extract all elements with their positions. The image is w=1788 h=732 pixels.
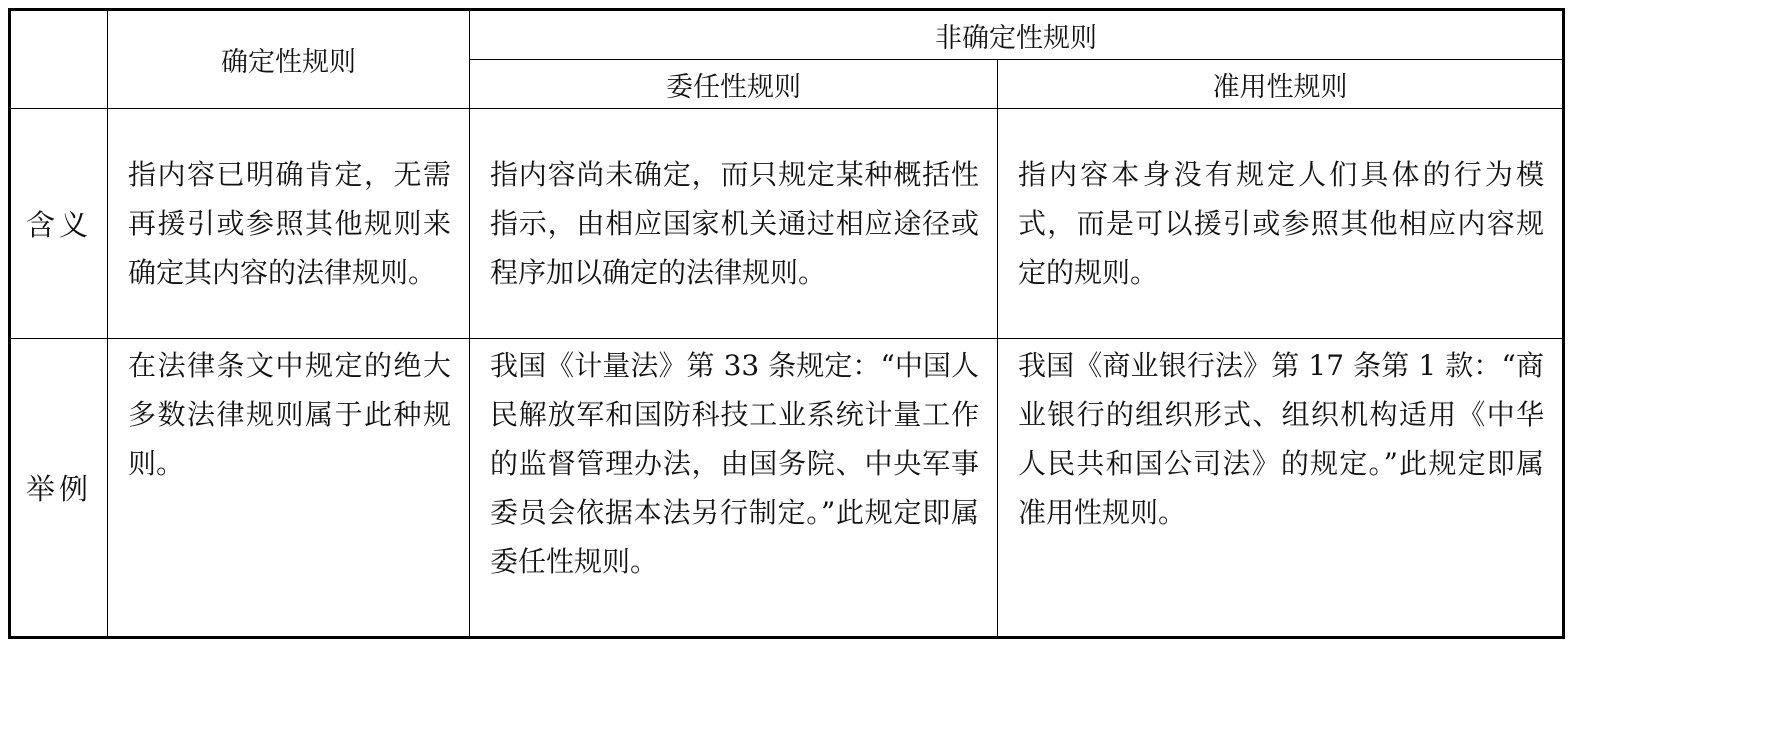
row-label-example: 举例 <box>10 339 108 638</box>
header-quasi-rules: 准用性规则 <box>998 60 1564 109</box>
example-determinate: 在法律条文中规定的绝大多数法律规则属于此种规则。 <box>108 339 470 638</box>
corner-cell <box>10 10 108 109</box>
header-row-1 <box>10 10 1564 60</box>
example-delegated: 我国《计量法》第 33 条规定：“中国人民解放军和国防科技工业系统计量工作的监督管理办法，由国务院、中央军事委员会依据本法另行制定。”此规定即属委任性规则。 <box>470 339 998 638</box>
row-label-meaning: 含义 <box>10 109 108 339</box>
meaning-determinate: 指内容已明确肯定，无需再援引或参照其他规则来确定其内容的法律规则。 <box>108 109 470 339</box>
table-row <box>10 339 1564 638</box>
meaning-delegated: 指内容尚未确定，而只规定某种概括性指示，由相应国家机关通过相应途径或程序加以确定的法律规则。 <box>470 109 998 339</box>
table-row <box>10 109 1564 339</box>
example-quasi: 我国《商业银行法》第 17 条第 1 款：“商业银行的组织形式、组织机构适用《中华人民共和国公司法》的规定。”此规定即属准用性规则。 <box>998 339 1564 638</box>
header-delegated-rules: 委任性规则 <box>470 60 998 109</box>
header-determinate-rules: 确定性规则 <box>108 10 470 109</box>
meaning-quasi: 指内容本身没有规定人们具体的行为模式，而是可以援引或参照其他相应内容规定的规则。 <box>998 109 1564 339</box>
header-indeterminate-rules: 非确定性规则 <box>470 10 1564 60</box>
rules-comparison-table <box>8 8 1565 639</box>
